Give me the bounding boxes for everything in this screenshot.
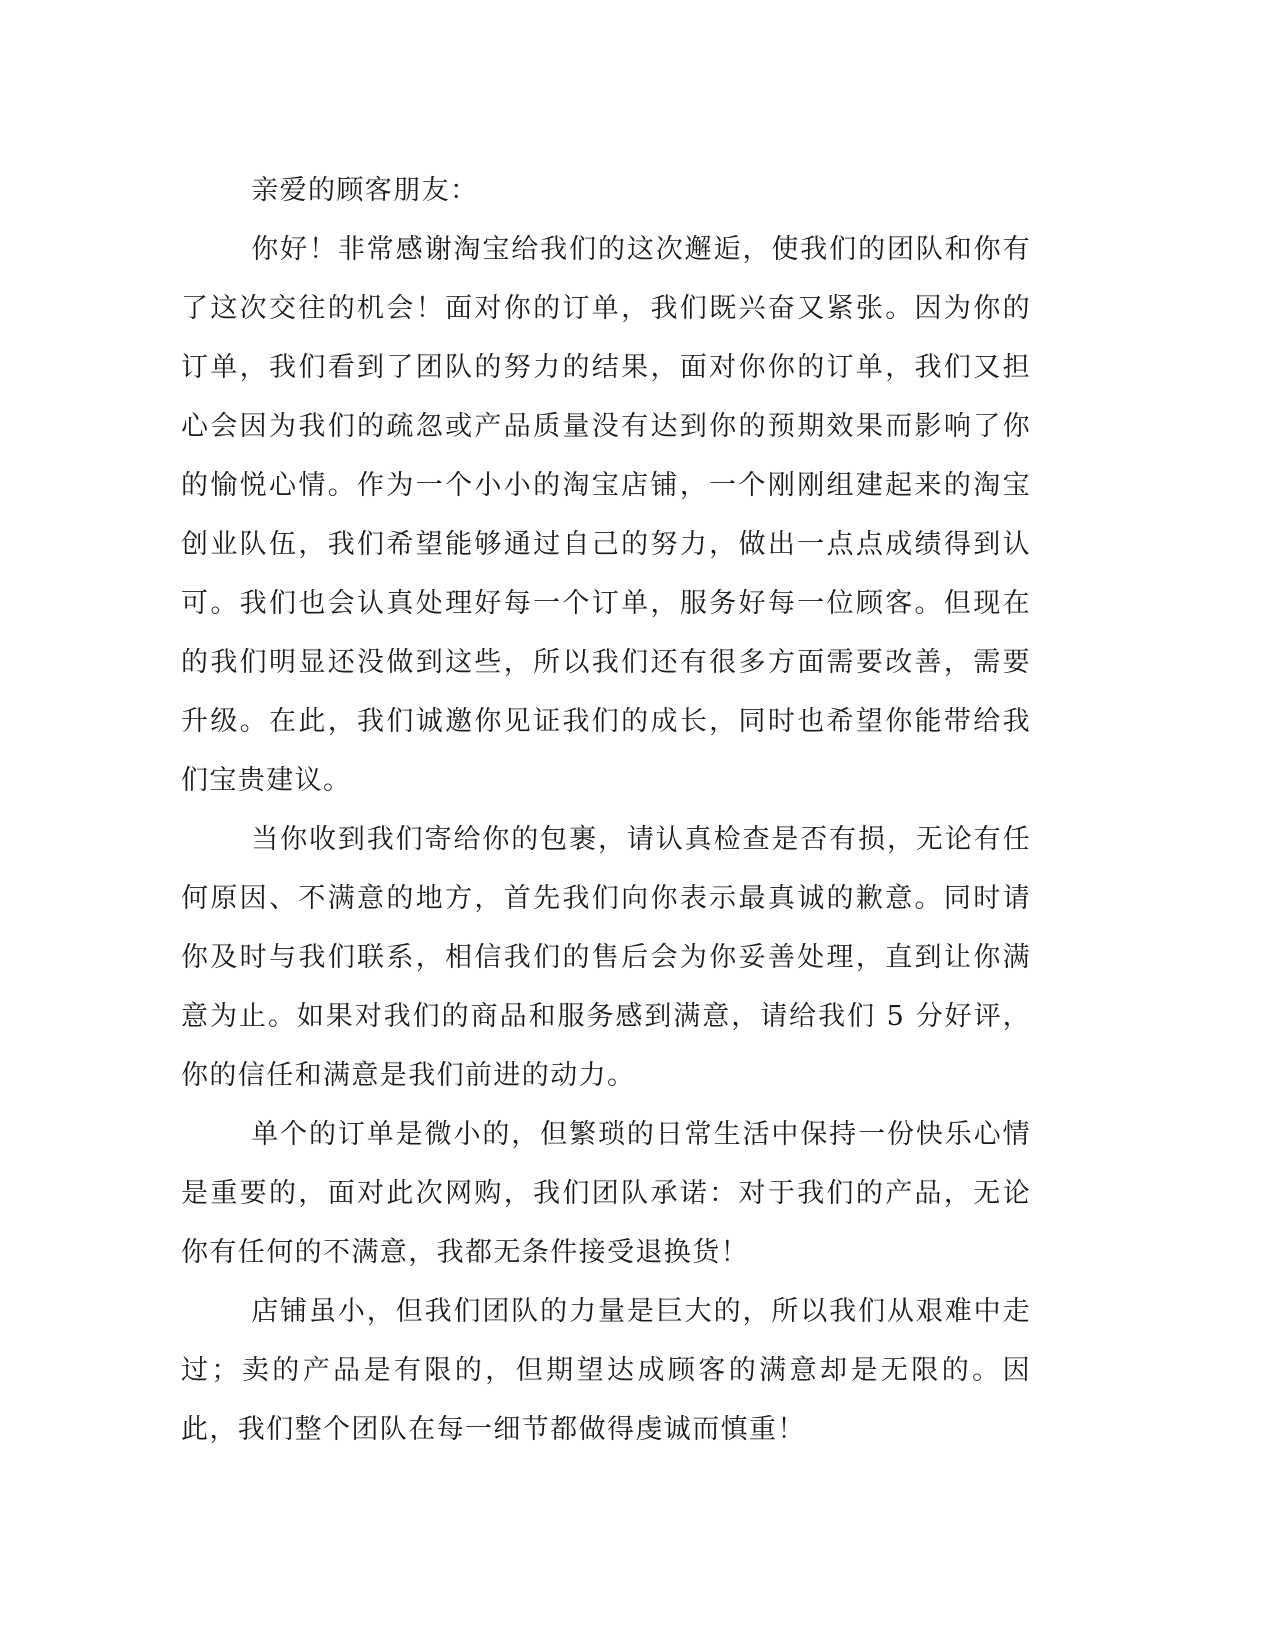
letter-paragraph-promise: 单个的订单是微小的，但繁琐的日常生活中保持一份快乐心情是重要的，面对此次网购，我们团队承诺：对于我们的产品，无论你有任何的不满意，我都无条件接受退换货！ xyxy=(181,1119,1031,1268)
letter-paragraph-greeting: 你好！非常感谢淘宝给我们的这次邂逅，使我们的团队和你有了这次交往的机会！面对你的订单，我们既兴奋又紧张。因为你的订单，我们看到了团队的努力的结果，面对你你的订单，我们又担心会因为我们的疏忽或产品质量没有达到你的预期效果而影响了你的愉悦心情。作为一个小小的淘宝店铺，一个刚刚组建起来的淘宝创业队伍，我们希望能够通过自己的努力，做出一点点成绩得到认可。我们也会认真处理好每一个订单，服务好每一位顾客。但现在的我们明显还没做到这些，所以我们还有很多方面需要改善，需要升级。在此，我们诚邀你见证我们的成长，同时也希望你能带给我们宝贵建议。 xyxy=(181,234,1031,796)
letter-paragraph-closing: 店铺虽小，但我们团队的力量是巨大的，所以我们从艰难中走过；卖的产品是有限的，但期望达成顾客的满意却是无限的。因此，我们整个团队在每一细节都做得虔诚而慎重！ xyxy=(181,1296,1031,1445)
letter-body xyxy=(181,161,1031,1459)
letter-paragraph-package: 当你收到我们寄给你的包裹，请认真检查是否有损，无论有任何原因、不满意的地方，首先我们向你表示最真诚的歉意。同时请你及时与我们联系，相信我们的售后会为你妥善处理，直到让你满意为止。如果对我们的商品和服务感到满意，请给我们 5 分好评，你的信任和满意是我们前进的动力。 xyxy=(181,824,1031,1091)
letter-salutation: 亲爱的顾客朋友： xyxy=(251,175,479,206)
